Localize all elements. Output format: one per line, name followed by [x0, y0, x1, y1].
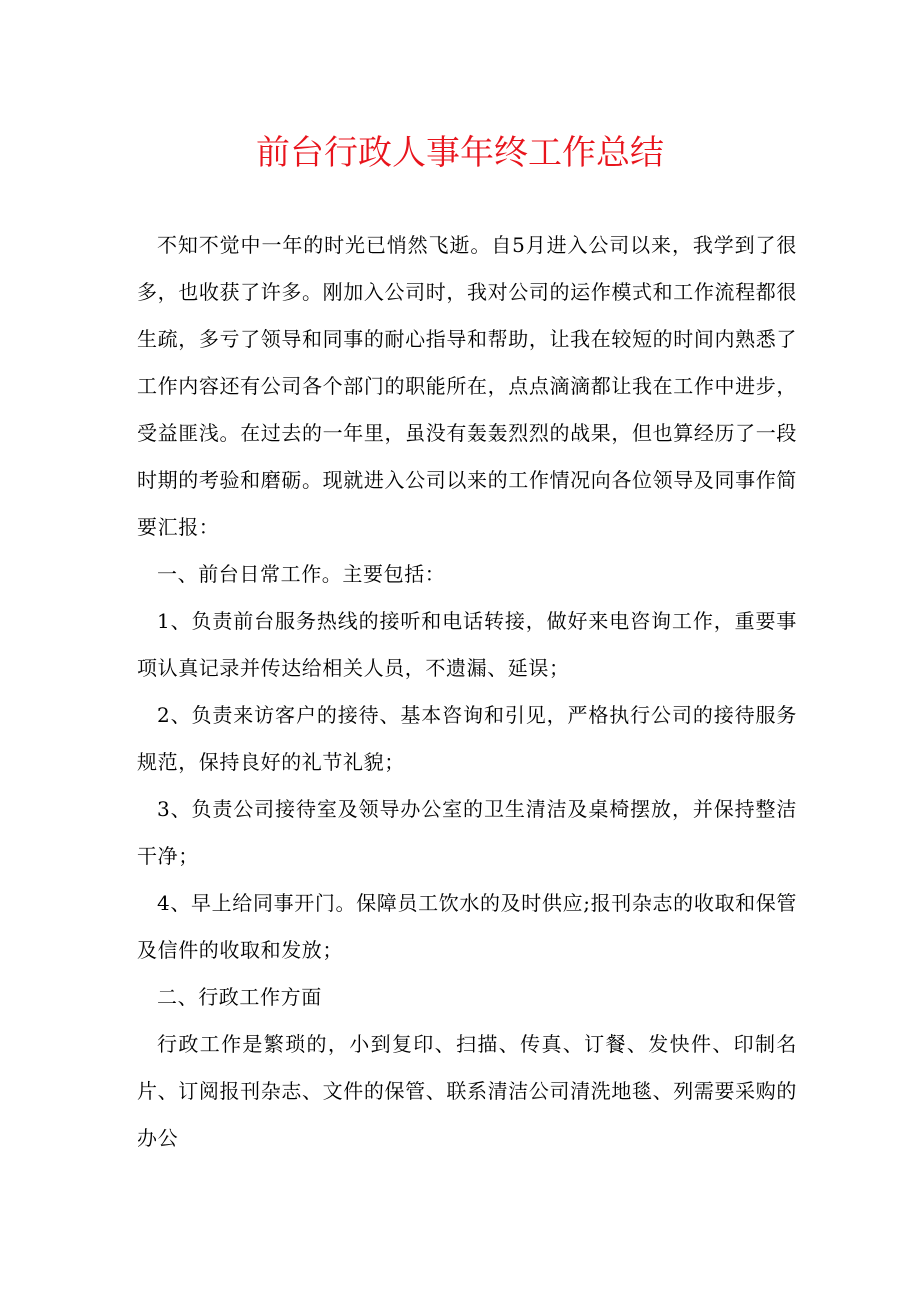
- admin-paragraph: 行政工作是繁琐的，小到复印、扫描、传真、订餐、发快件、印制名片、订阅报刊杂志、文件的保管、联系清洁公司清洗地毯、列需要采购的办公: [137, 1032, 797, 1150]
- section-heading-front-desk: 一、前台日常工作。主要包括：: [157, 562, 446, 586]
- document-body: [137, 222, 797, 1162]
- section-heading-admin: 二、行政工作方面: [157, 985, 322, 1009]
- list-item: 2、负责来访客户的接待、基本咨询和引见，严格执行公司的接待服务规范，保持良好的礼节礼貌；: [137, 703, 797, 774]
- document-title: 前台行政人事年终工作总结: [256, 133, 664, 173]
- list-item: 3、负责公司接待室及领导办公室的卫生清洁及桌椅摆放，并保持整洁干净；: [137, 797, 797, 868]
- intro-paragraph: 不知不觉中一年的时光已悄然飞逝。自5月进入公司以来，我学到了很多，也收获了许多。刚加入公司时，我对公司的运作模式和工作流程都很生疏，多亏了领导和同事的耐心指导和帮助，让我在较短的时间内熟悉了工作内容还有公司各个部门的职能所在，点点滴滴都让我在工作中进步，受益匪浅。在过去的一年里，虽没有轰轰烈烈的战果，但也算经历了一段时期的考验和磨砺。现就进入公司以来的工作情况向各位领导及同事作简要汇报：: [137, 233, 797, 539]
- list-item: 4、早上给同事开门。保障员工饮水的及时供应;报刊杂志的收取和保管及信件的收取和发放；: [137, 891, 797, 962]
- list-item: 1、负责前台服务热线的接听和电话转接，做好来电咨询工作，重要事项认真记录并传达给相关人员，不遗漏、延误；: [137, 609, 797, 680]
